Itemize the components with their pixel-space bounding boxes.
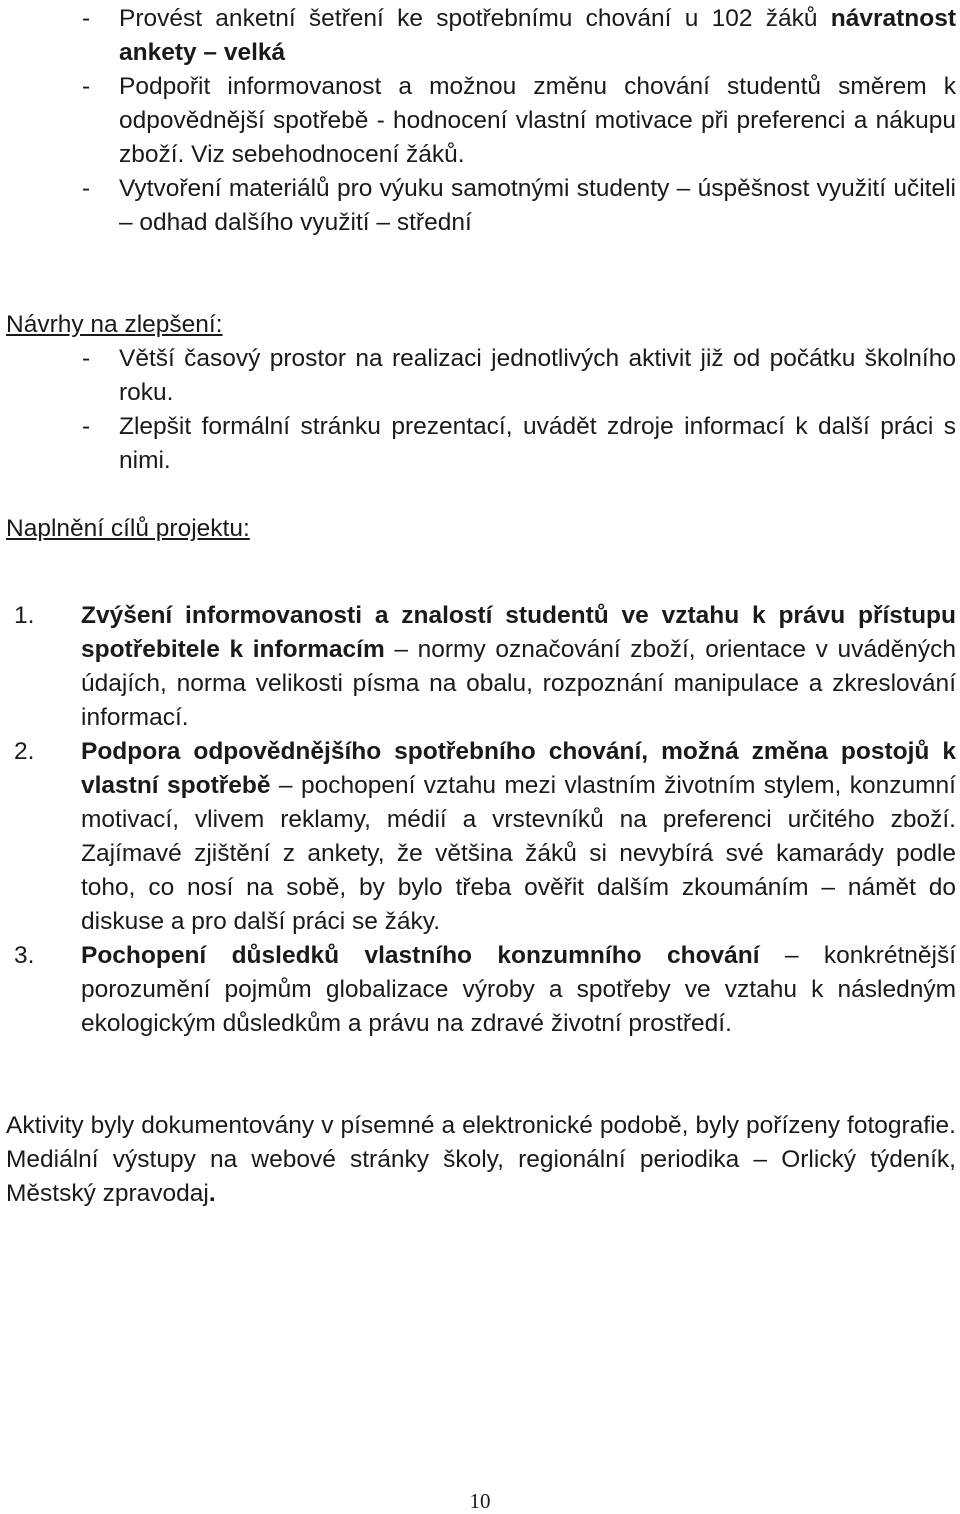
list-item-text: Provést anketní šetření ke spotřebnímu chování u 102 žáků: [119, 5, 831, 32]
list-item-text: Podpořit informovanost a možnou změnu chování studentů směrem k odpovědnější spotřebě - hodnocení vlastní motivace při preferenci a nákupu zboží. Viz sebehodnocení žáků.: [119, 73, 956, 168]
closing-bold-tail: .: [208, 1180, 216, 1207]
closing-text: Aktivity byly dokumentovány v písemné a elektronické podobě, byly pořízeny fotografie. Mediální výstupy na webové stránky školy, regionální periodika – Orlický týdeník, Městský zpravodaj: [6, 1112, 956, 1207]
list-item: [6, 410, 956, 478]
list-item-bold-text: návratnost ankety – velká: [119, 5, 956, 66]
list-item: [6, 342, 956, 410]
goals-heading: Naplnění cílů projektu:: [6, 515, 250, 542]
list-item-text: Větší časový prostor na realizaci jednotlivých aktivit již od počátku školního roku.: [119, 345, 956, 406]
goal-item: [6, 735, 956, 939]
list-item: [6, 172, 956, 240]
goal-item: [6, 939, 956, 1041]
goal-bold-text: Podpora odpovědnějšího spotřebního chování, možná změna postojů k vlastní spotřebě: [81, 738, 956, 799]
goal-text: – pochopení vztahu mezi vlastním životním stylem, konzumní motivací, vlivem reklamy, médií a vrstevníků na preferenci určitého zboží. Zajímavé zjištění z ankety, že většina žáků si nevybírá své kamarády podle toho, co nosí na sobě, by bylo třeba ověřit dalším zkoumáním – námět do diskuse a pro další práci se žáky.: [81, 772, 956, 935]
list-item: [6, 2, 956, 70]
goal-item: [6, 599, 956, 735]
closing-paragraph: [6, 1109, 956, 1211]
improvements-list: [6, 342, 956, 478]
list-item: [6, 70, 956, 172]
list-dash: -: [82, 73, 91, 100]
document-page: [6, 0, 956, 1211]
page-number: 10: [469, 1489, 491, 1513]
goal-bold-text: Pochopení důsledků vlastního konzumního chování: [81, 942, 760, 969]
goal-text: – normy označování zboží, orientace v uváděných údajích, norma velikosti písma na obalu, rozpoznání manipulace a zkreslování informací.: [81, 636, 956, 731]
list-item-text: Vytvoření materiálů pro výuku samotnými studenty – úspěšnost využití učiteli – odhad dalšího využití – střední: [119, 175, 956, 236]
list-item-text: Zlepšit formální stránku prezentací, uvádět zdroje informací k další práci s nimi.: [119, 413, 956, 474]
goal-text: – konkrétnější porozumění pojmům globalizace výroby a spotřeby ve vztahu k následným ekologickým důsledkům a právu na zdravé životní prostředí.: [81, 942, 957, 1037]
goal-number: 3.: [14, 942, 35, 969]
goal-bold-text: Zvýšení informovanosti a znalostí studentů ve vztahu k právu přístupu spotřebitele k informacím: [81, 602, 956, 663]
goal-number: 1.: [14, 602, 35, 629]
outcomes-list: [6, 2, 956, 240]
goal-number: 2.: [14, 738, 35, 765]
list-dash: -: [82, 345, 91, 372]
list-dash: -: [82, 175, 91, 202]
improvements-heading: Návrhy na zlepšení:: [6, 311, 223, 338]
list-dash: -: [82, 413, 91, 440]
list-dash: -: [82, 5, 91, 32]
goals-list: [6, 599, 956, 1041]
